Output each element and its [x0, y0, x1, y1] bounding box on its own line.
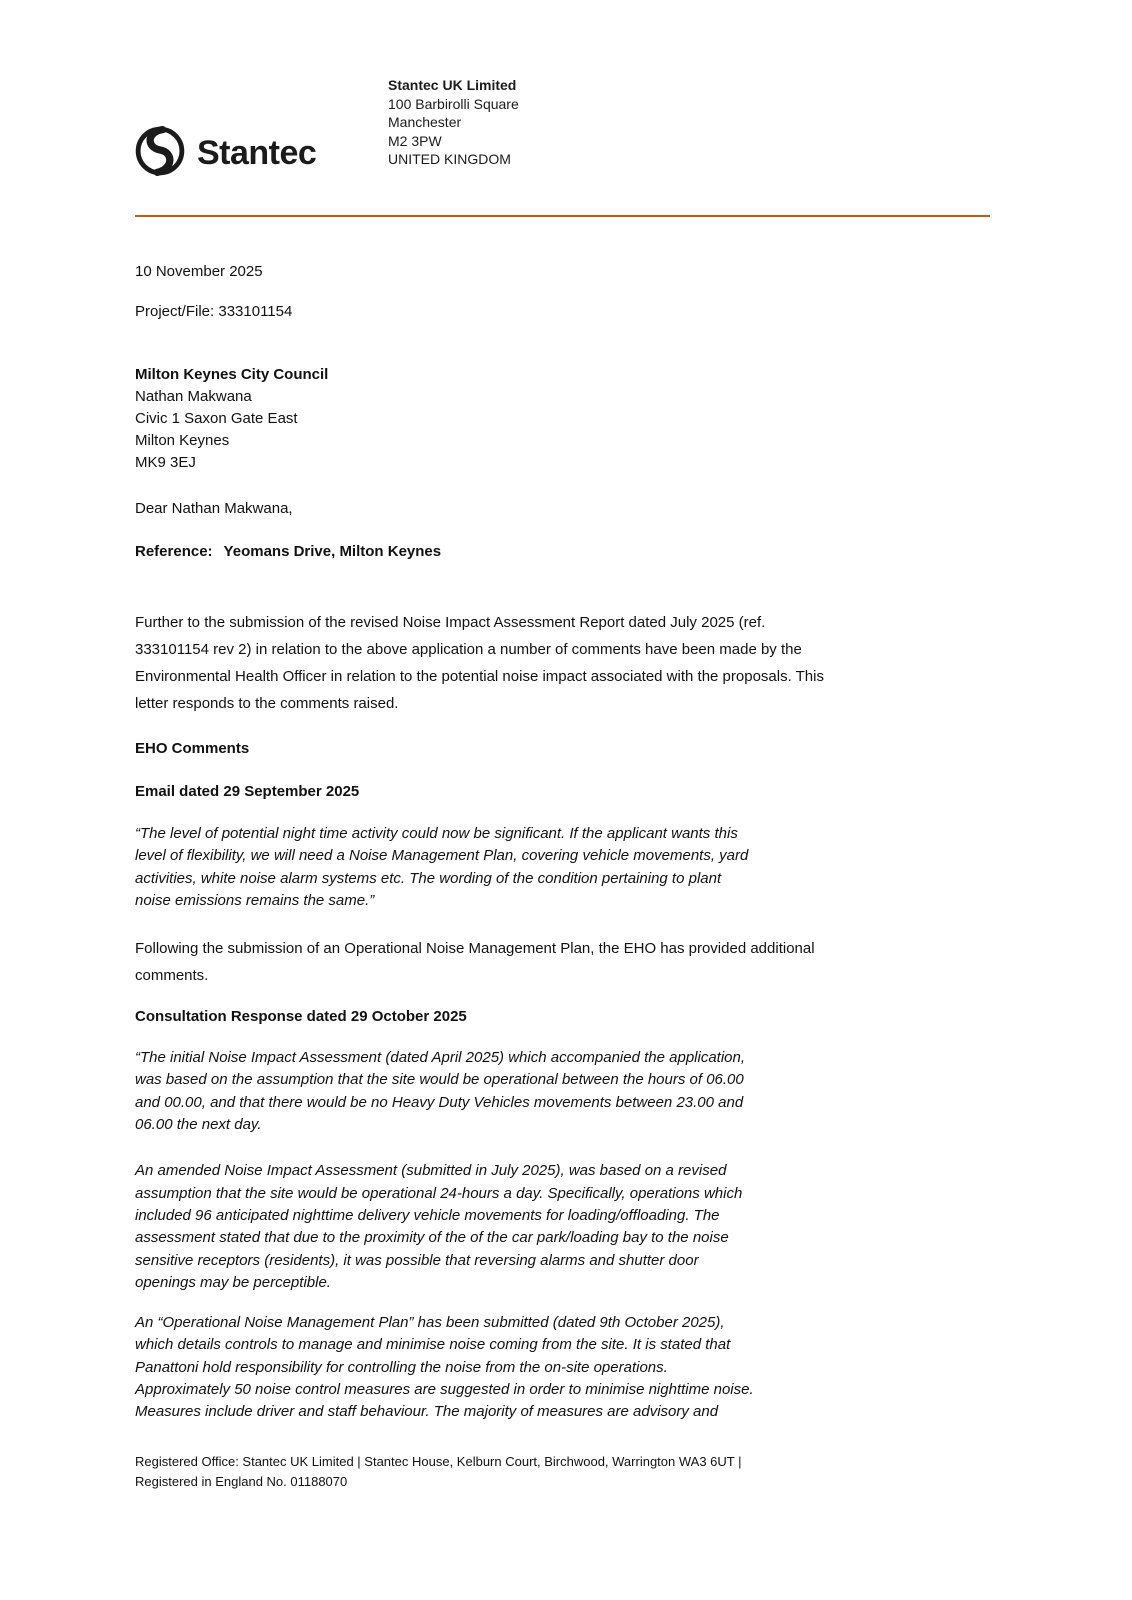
consultation-heading: Consultation Response dated 29 October 2025: [135, 1008, 467, 1026]
letterhead-address: [388, 76, 519, 169]
consultation-quote-2: An amended Noise Impact Assessment (submitted in July 2025), was based on a revised assumption that the site would be operational 24-hours a day. Specifically, operations which included 96 anticipated nighttime delivery vehicle movements for loading/offloading. The assessment stated that due to the proximity of the of the car park/loading bay to the noise sensitive receptors (residents), it was possible that reversing alarms and shutter door openings may be perceptible.: [135, 1162, 743, 1291]
consultation-quote-1: “The initial Noise Impact Assessment (dated April 2025) which accompanied the application, was based on the assumption that the site would be operational between the hours of 06.00 and 00.00, and that there would be no Heavy Duty Vehicles movements between 23.00 and 06.00 the next day.: [135, 1049, 746, 1134]
reference-line: [135, 541, 990, 563]
letterhead-address-line: 100 Barbirolli Square: [388, 95, 519, 112]
registered-office-text: Registered Office: Stantec UK Limited | Stantec House, Kelburn Court, Birchwood, Warrington WA3 6UT | Registered in England No. 01188070: [135, 1454, 742, 1489]
recipient-address-line: Nathan Makwana: [135, 388, 252, 405]
letterhead-address-line: M2 3PW: [388, 132, 442, 149]
followup-paragraph: Following the submission of an Operational Noise Management Plan, the EHO has provided additional comments.: [135, 940, 815, 985]
letterhead-address-line: UNITED KINGDOM: [388, 151, 511, 167]
recipient-organisation: Milton Keynes City Council: [135, 366, 329, 383]
email-quote: “The level of potential night time activity could now be significant. If the applicant wants this level of flexibility, we will need a Noise Management Plan, covering vehicle movements, yard activities, white noise alarm systems etc. The wording of the condition pertaining to plant noise emissions remains the same.”: [135, 825, 749, 909]
stantec-logo-wordmark: Stantec: [197, 133, 317, 172]
letter-content: [135, 261, 990, 1424]
recipient-block: [135, 364, 990, 474]
intro-paragraph: Further to the submission of the revised Noise Impact Assessment Report dated July 2025 (ref. 333101154 rev 2) in relation to the above application a number of comments have been made by the Environmental Health Officer in relation to the potential noise impact associated with the proposals. This letter responds to the comments raised.: [135, 614, 824, 712]
letterhead-company-name: Stantec UK Limited: [388, 77, 517, 93]
letterhead-address-line: Manchester: [388, 114, 462, 130]
letter-date: 10 November 2025: [135, 263, 263, 280]
project-file-ref: Project/File: 333101154: [135, 303, 293, 320]
eho-comments-heading: EHO Comments: [135, 740, 250, 757]
email-heading: Email dated 29 September 2025: [135, 783, 360, 800]
divider-rule: [135, 215, 990, 217]
reference-value: Yeomans Drive, Milton Keynes: [223, 543, 442, 560]
consultation-quote-3: An “Operational Noise Management Plan” has been submitted (dated 9th October 2025), which details controls to manage and minimise noise coming from the site. It is stated that Panattoni hold responsibility for controlling the noise from the on-site operations. Approximately 50 noise control measures are suggested in order to minimise nighttime noise. Measures include driver and staff behaviour. The majority of measures are advisory and: [135, 1314, 754, 1421]
reference-label: Reference:: [135, 543, 213, 560]
recipient-address-line: Milton Keynes: [135, 432, 230, 449]
recipient-address-line: Civic 1 Saxon Gate East: [135, 410, 298, 427]
salutation: Dear Nathan Makwana,: [135, 500, 293, 517]
stantec-logo-icon: [135, 126, 185, 176]
recipient-address-line: MK9 3EJ: [135, 454, 196, 471]
stantec-logo: [135, 126, 316, 176]
